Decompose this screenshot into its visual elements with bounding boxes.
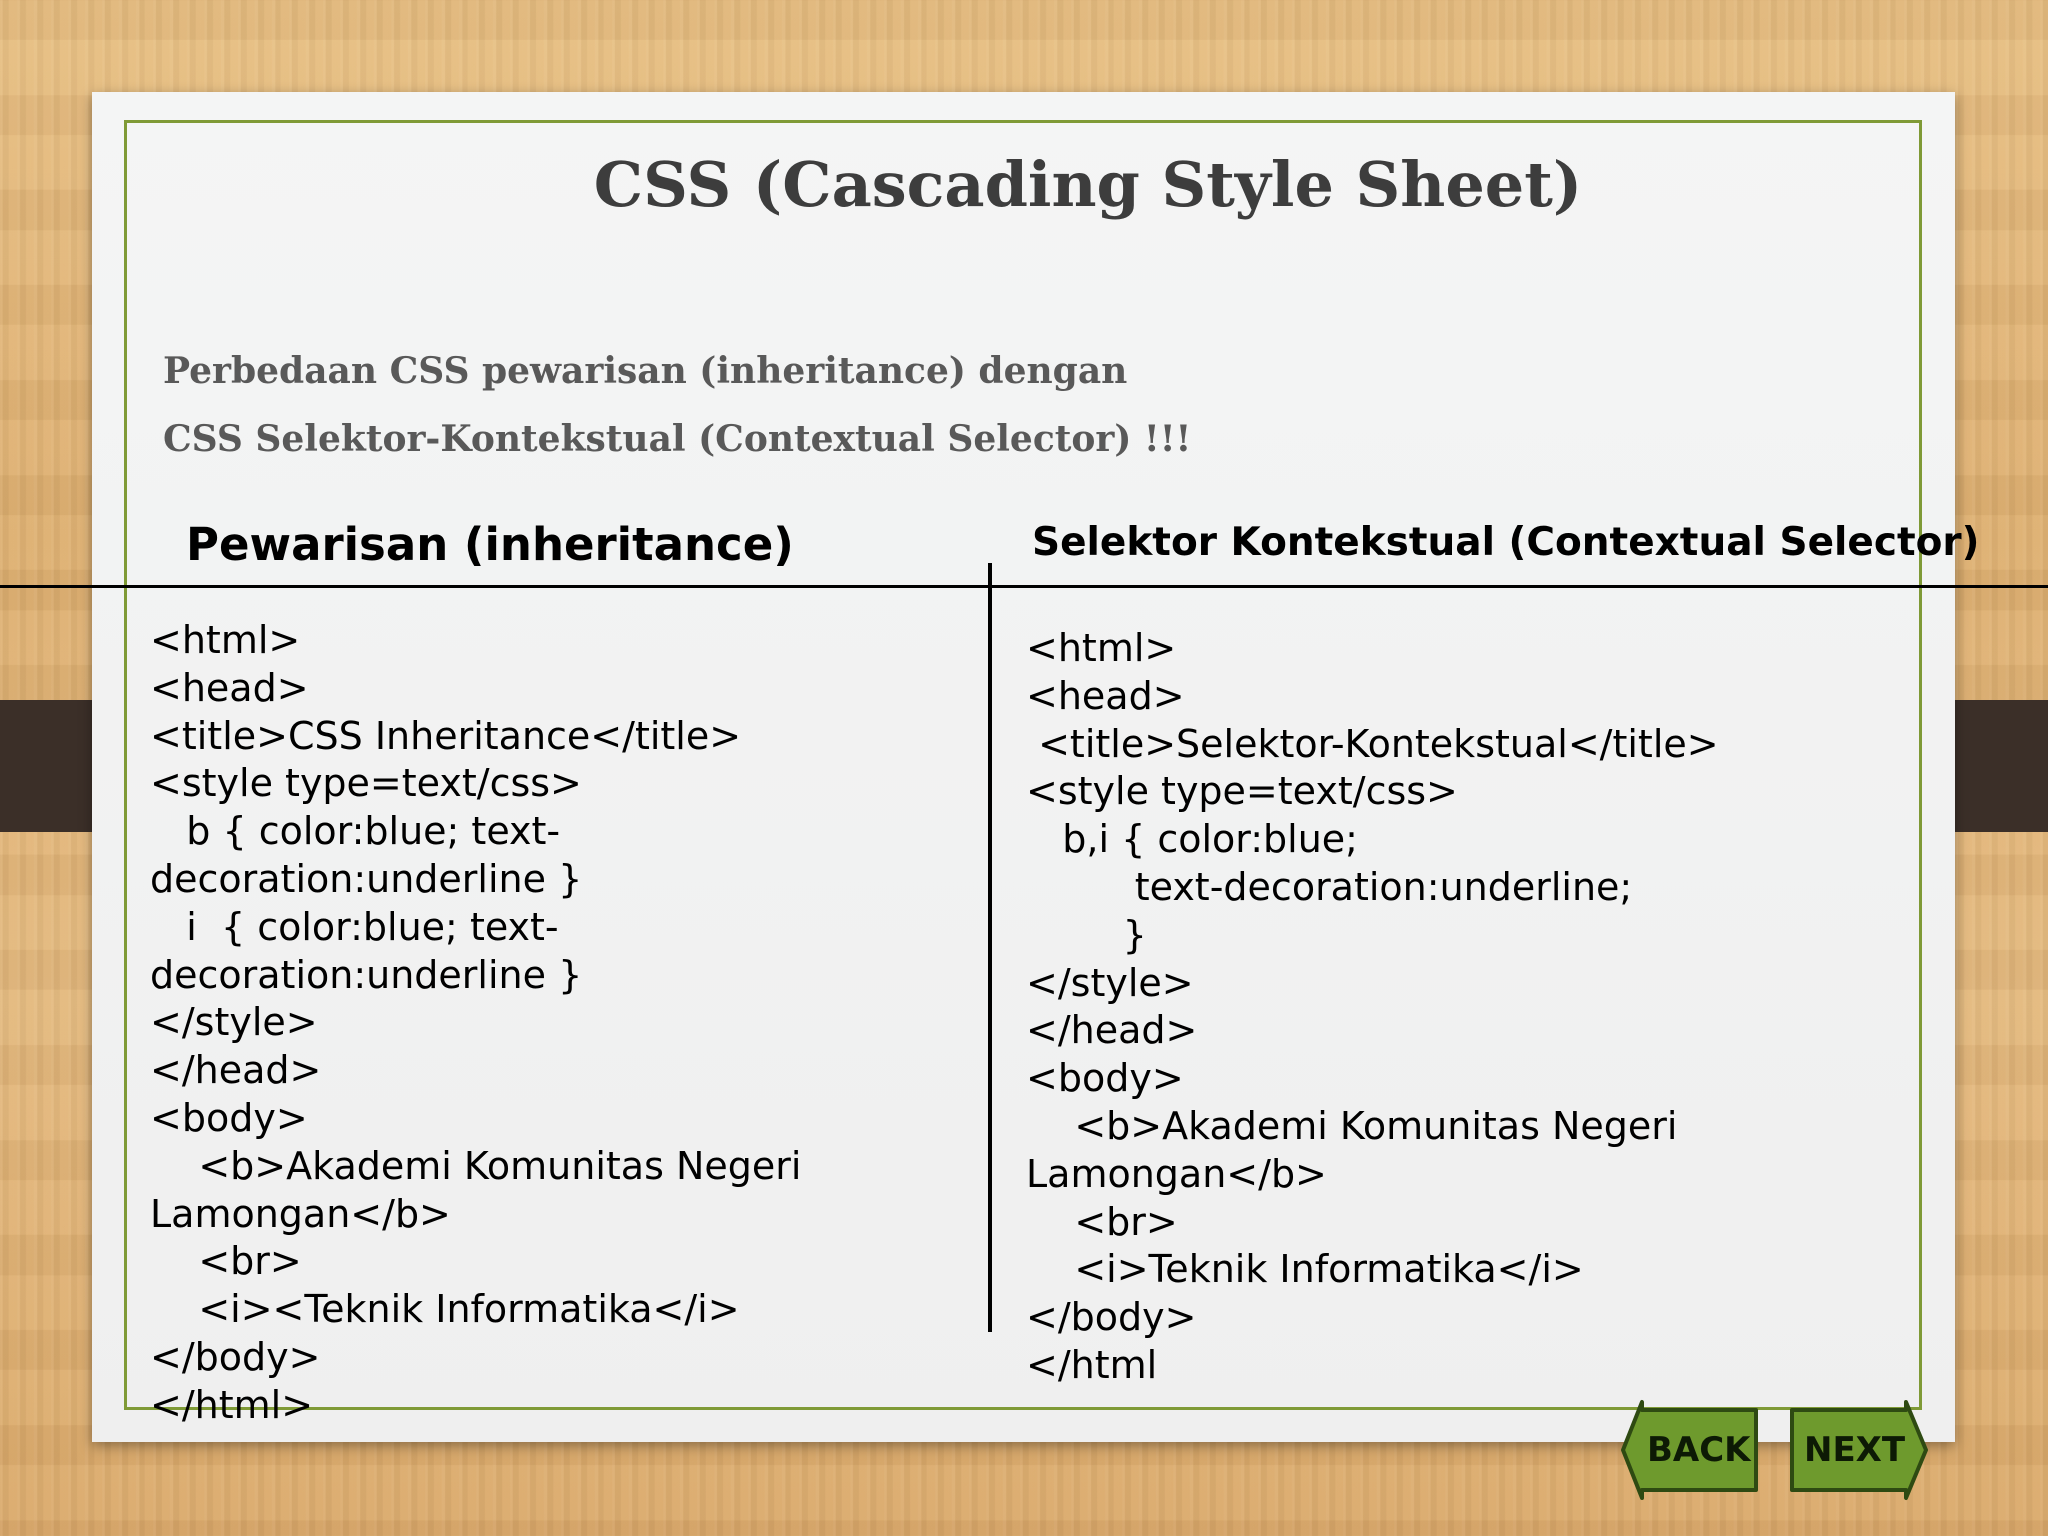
slide-title: CSS (Cascading Style Sheet) [593,148,1583,221]
inheritance-heading: Pewarisan (inheritance) [186,518,794,571]
inheritance-code-block: <html> <head> <title>CSS Inheritance</title> <style type=text/css> b { color:blue; text- decoration:underline } i { color:blue; text- decoration:underline } </style> </head> <body> <b>Akademi Komunitas Negeri Lamongan</b> <br> <i><Teknik Informatika</i> </body> </html> [150,618,802,1427]
next-button-label: NEXT [1804,1430,1906,1470]
contextual-selector-code-block: <html> <head> <title>Selektor-Kontekstual</title> <style type=text/css> b,i { color:blue; text-decoration:underline; } </style> </head> <body> <b>Akademi Komunitas Negeri Lamongan</b> <br> <i>Teknik Informatika</i> </body> </html [1026,626,1719,1387]
back-button-label: BACK [1647,1430,1751,1470]
contextual-selector-heading: Selektor Kontekstual (Contextual Selector) [1032,520,1980,565]
back-button[interactable] [1620,1398,1760,1502]
vertical-divider [988,563,992,1332]
subtitle-line-1: Perbedaan CSS pewarisan (inheritance) dengan [163,350,1128,392]
horizontal-divider [0,585,2048,588]
subtitle-line-2: CSS Selektor-Kontekstual (Contextual Selector) !!! [163,418,1192,460]
next-button[interactable] [1788,1398,1930,1502]
